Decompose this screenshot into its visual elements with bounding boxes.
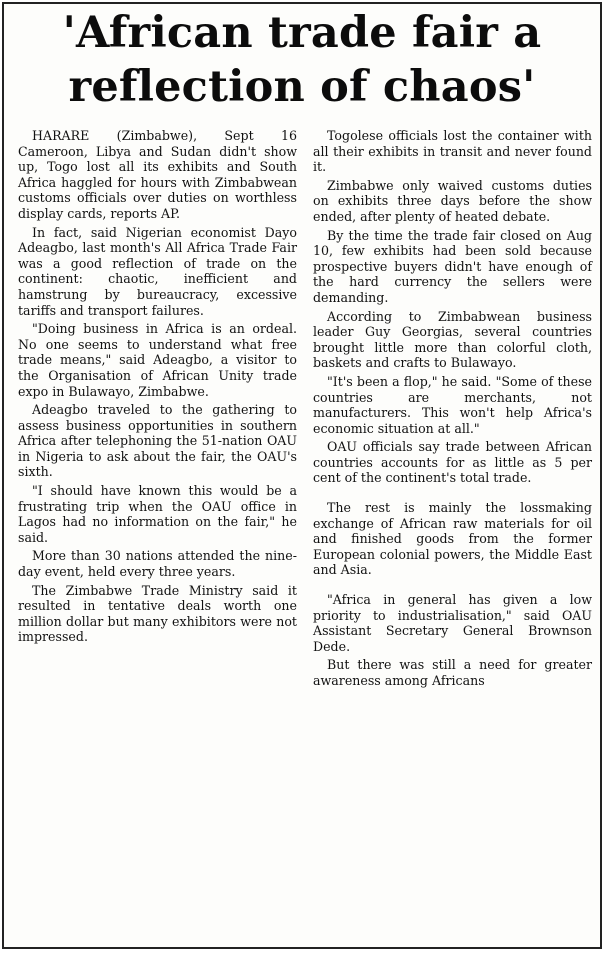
left-column — [18, 128, 297, 941]
paragraph: But there was still a need for greater awareness among Africans — [313, 657, 592, 688]
paragraph: "It's been a flop," he said. "Some of these countries are merchants, not manufacturers. This won't help Africa's economic situation at all." — [313, 373, 592, 436]
paragraph: According to Zimbabwean business leader Guy Georgias, several countries brought little more than colorful cloth, baskets and crafts to Bulawayo. — [313, 308, 592, 371]
headline — [4, 4, 600, 114]
article-body — [18, 128, 592, 941]
paragraph: Adeagbo traveled to the gathering to assess business opportunities in southern Africa after telephoning the 51-nation OAU in Nigeria to ask about the fair, the OAU's sixth. — [18, 402, 297, 480]
paragraph: "Doing business in Africa is an ordeal. No one seems to understand what free trade means," said Adeagbo, a visitor to the Organisation of African Unity trade expo in Bulawayo, Zimbabwe. — [18, 321, 297, 399]
paragraph: The rest is mainly the lossmaking exchange of African raw materials for oil and finished goods from the former European colonial powers, the Middle East and Asia. — [313, 500, 592, 578]
paragraph: Zimbabwe only waived customs duties on exhibits three days before the show ended, after plenty of heated debate. — [313, 177, 592, 224]
right-column — [313, 128, 592, 941]
paragraph-dateline: HARARE (Zimbabwe), Sept 16 Cameroon, Libya and Sudan didn't show up, Togo lost all its exhibits and South Africa haggled for hours with Zimbabwean customs officials over duties on worthless display cards, reports AP. — [18, 128, 297, 221]
paragraph: In fact, said Nigerian economist Dayo Adeagbo, last month's All Africa Trade Fair was a good reflection of trade on the continent: chaotic, inefficient and hamstrung by bureaucracy, excessive tariffs and transport failures. — [18, 224, 297, 318]
paragraph: "Africa in general has given a low priority to industrialisation," said OAU Assistant Secretary General Brownson Dede. — [313, 592, 592, 654]
headline-line-2: reflection of chaos' — [68, 62, 536, 112]
paragraph: By the time the trade fair closed on Aug 10, few exhibits had been sold because prospective buyers didn't have enough of the hard currency the sellers were demanding. — [313, 227, 592, 305]
newspaper-clipping — [2, 2, 602, 949]
paragraph: The Zimbabwe Trade Ministry said it resulted in tentative deals worth one million dollar but many exhibitors were not impressed. — [18, 582, 297, 645]
paragraph: OAU officials say trade between African countries accounts for as little as 5 per cent of the continent's total trade. — [313, 439, 592, 486]
paragraph: "I should have known this would be a frustrating trip when the OAU office in Lagos had no information on the fair," he said. — [18, 483, 297, 545]
paragraph: Togolese officials lost the container with all their exhibits in transit and never found it. — [313, 128, 592, 175]
paragraph: More than 30 nations attended the nine-day event, held every three years. — [18, 548, 297, 580]
headline-line-1: 'African trade fair a — [62, 8, 542, 58]
